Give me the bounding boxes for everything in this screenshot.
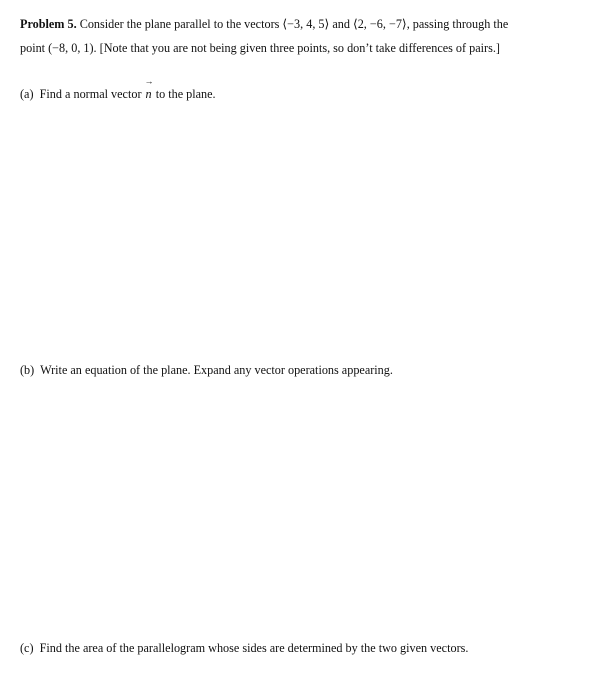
part-b-text: Write an equation of the plane. Expand any vector operations appearing. [40, 363, 393, 377]
part-a-marker: (a) [20, 87, 34, 101]
part-a-text-before: Find a normal vector [39, 87, 142, 101]
problem-text-line-2: point (−8, 0, 1). [Note that you are not being given three points, so don’t take differences of pairs.] [20, 41, 500, 55]
problem-line-1 [20, 12, 580, 36]
part-b-marker: (b) [20, 363, 35, 377]
part-c [20, 640, 580, 656]
part-c-marker: (c) [20, 641, 34, 655]
part-b [20, 362, 580, 378]
vector-arrow-icon: → [144, 76, 154, 86]
part-c-text: Find the area of the parallelogram whose sides are determined by the two given vectors. [39, 641, 469, 655]
problem-statement [20, 12, 580, 60]
normal-vector-letter: n [145, 87, 152, 101]
normal-vector-symbol [144, 76, 154, 102]
part-a [20, 76, 580, 102]
part-a-text-after: to the plane. [155, 87, 216, 101]
problem-label: Problem 5. [20, 17, 77, 31]
problem-text-line-1: Consider the plane parallel to the vectors ⟨−3, 4, 5⟩ and ⟨2, −6, −7⟩, passing through the [76, 17, 509, 31]
